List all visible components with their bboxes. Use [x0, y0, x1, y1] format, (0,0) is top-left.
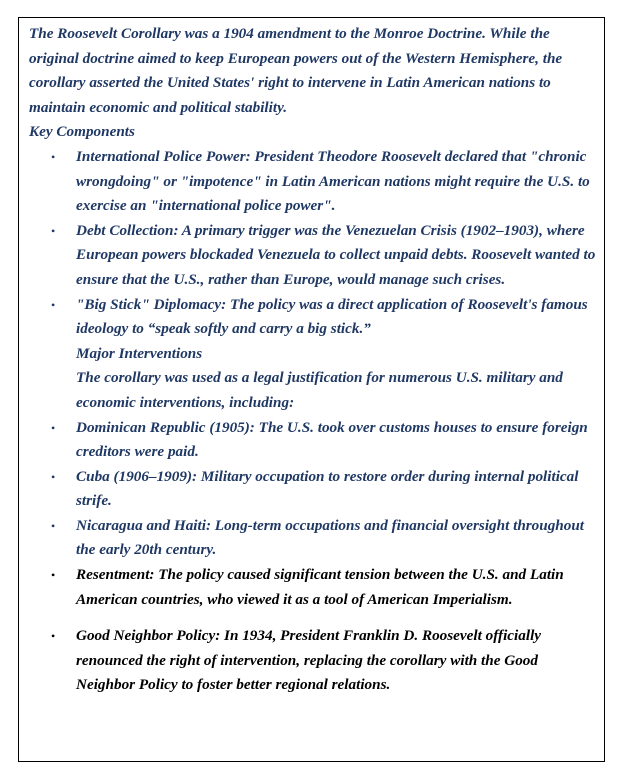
list-item-text: Cuba (1906–1909): Military occupation to restore order during internal political strife.: [76, 467, 579, 510]
bullet-icon: •: [51, 568, 56, 583]
list-item: [29, 219, 596, 293]
list-item: [29, 624, 596, 698]
major-interventions-list: [29, 416, 596, 564]
list-item-text: Resentment: The policy caused significant tension between the U.S. and Latin American countries, who viewed it as a tool of American Imperialism.: [76, 566, 564, 608]
list-item-text: "Big Stick" Diplomacy: The policy was a direct application of Roosevelt's famous ideology to “speak softly and carry a big stick.”: [76, 295, 588, 338]
bullet-icon: •: [51, 223, 56, 238]
document-frame: [18, 17, 605, 762]
aftermath-list: [29, 563, 596, 698]
major-interventions-heading: Major Interventions: [76, 344, 203, 362]
list-item: [29, 563, 596, 612]
list-item-text: International Police Power: President Theodore Roosevelt declared that "chronic wrongdoing" or "impotence" in Latin American nations might require the U.S. to exercise an "international police power".: [76, 147, 590, 215]
list-item: [29, 145, 596, 219]
list-item: [29, 514, 596, 563]
spacer: [29, 612, 596, 624]
list-item: [29, 416, 596, 465]
intro-paragraph: The Roosevelt Corollary was a 1904 amendment to the Monroe Doctrine. While the original doctrine aimed to keep European powers out of the Western Hemisphere, the corollary asserted the United States' right to intervene in Latin American nations to maintain economic and political stability.: [29, 25, 563, 116]
list-item-text: Nicaragua and Haiti: Long-term occupations and financial oversight throughout the early 20th century.: [76, 516, 585, 559]
bullet-icon: •: [51, 518, 56, 533]
list-item: [29, 465, 596, 514]
bullet-icon: •: [51, 297, 56, 312]
key-components-heading: Key Components: [29, 123, 135, 141]
bullet-icon: •: [51, 420, 56, 435]
list-item: [29, 293, 596, 342]
key-components-list: [29, 145, 596, 342]
bullet-icon: •: [51, 469, 56, 484]
list-item-text: Dominican Republic (1905): The U.S. took over customs houses to ensure foreign creditors were paid.: [76, 418, 588, 461]
major-interventions-intro: The corollary was used as a legal justification for numerous U.S. military and economic interventions, including:: [76, 369, 563, 411]
bullet-icon: •: [51, 629, 56, 644]
major-interventions-section: [29, 342, 596, 416]
list-item-text: Debt Collection: A primary trigger was the Venezuelan Crisis (1902–1903), where European powers blockaded Venezuela to collect unpaid debts. Roosevelt wanted to ensure that the U.S., rather than Europe, would manage such crises.: [76, 221, 596, 288]
bullet-icon: •: [51, 149, 56, 164]
list-item-text: Good Neighbor Policy: In 1934, President Franklin D. Roosevelt officially renounced the right of intervention, replacing the corollary with the Good Neighbor Policy to foster better regional relations.: [76, 627, 542, 694]
